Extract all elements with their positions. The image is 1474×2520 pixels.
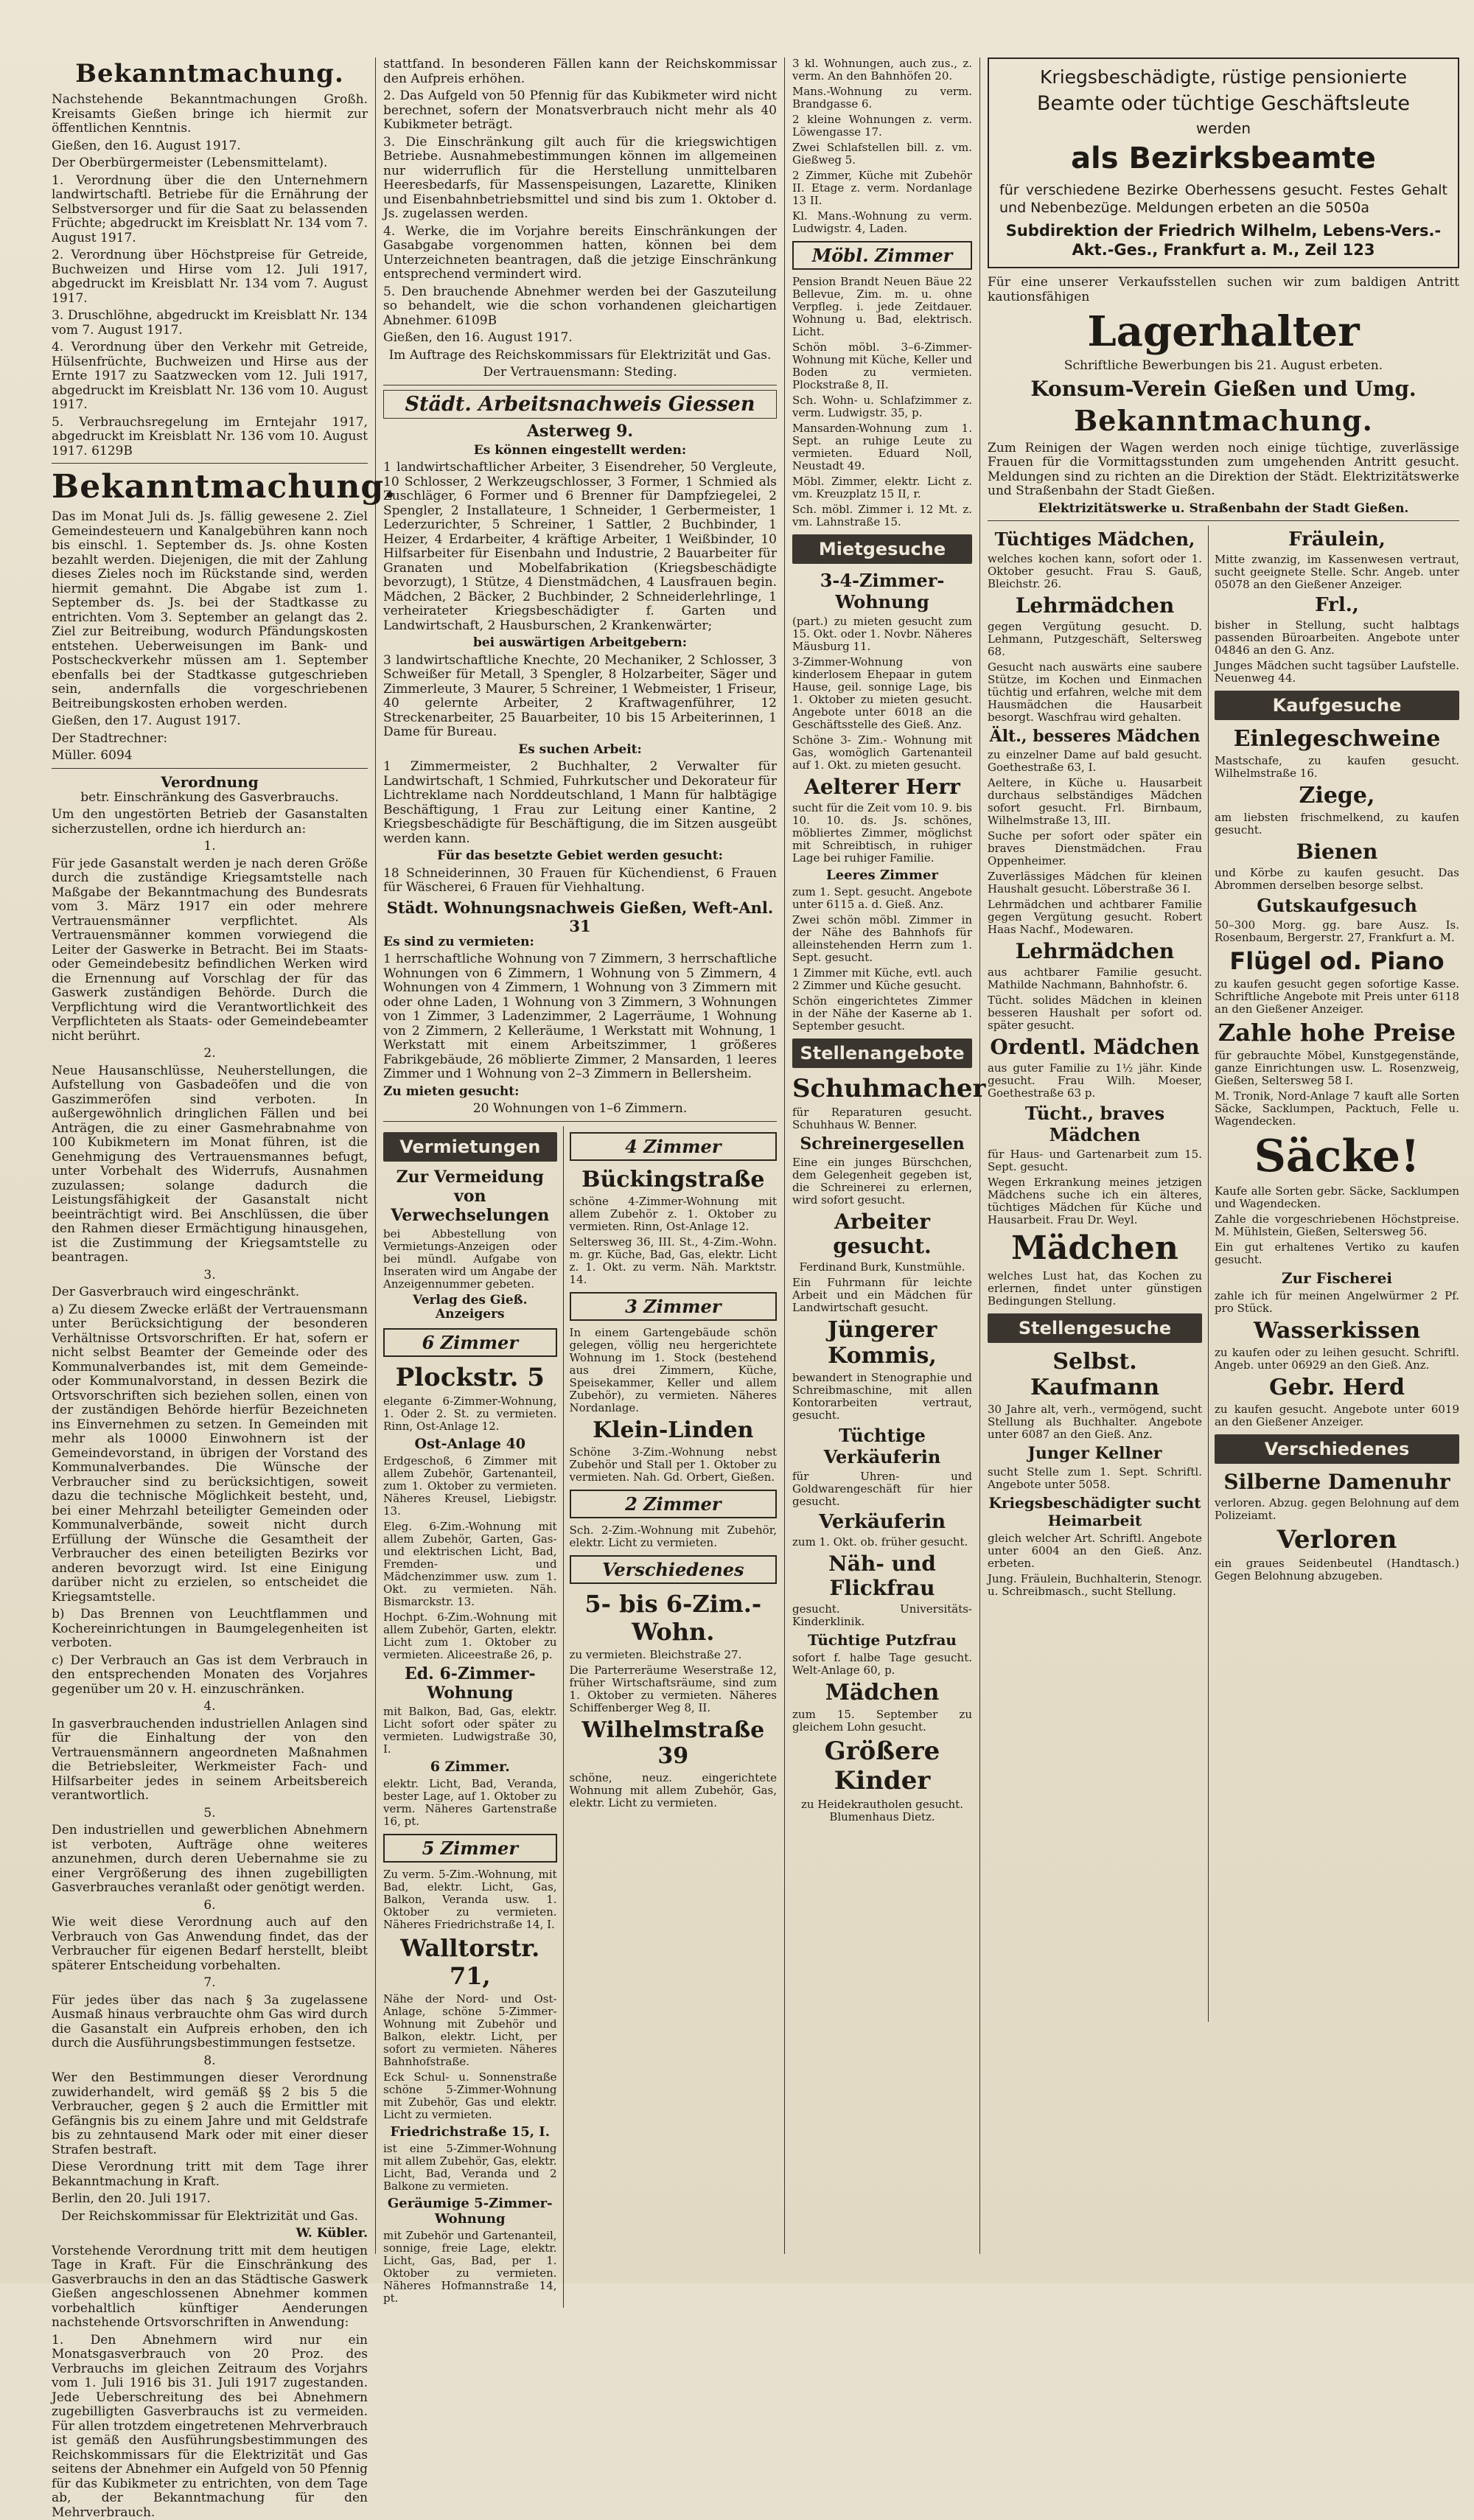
announcement-para: 5. Verbrauchsregelung im Erntejahr 1917, abgedruckt im Kreisblatt Nr. 136 vom 10. August 1917. 6129B — [52, 416, 368, 459]
ad-text: Mansarden-Wohnung zum 1. Sept. an ruhige Leute zu vermieten. Eduard Noll, Neustadt 49. — [792, 422, 972, 472]
ad-title: Flügel od. Piano — [1215, 947, 1459, 975]
ad-text: zu Heidekrautholen gesucht. Blumenhaus Dietz. — [792, 1798, 972, 1823]
section-number: 4. — [52, 1700, 368, 1714]
ad-text: für Haus- und Gartenarbeit zum 15. Sept. gesucht. — [988, 1148, 1202, 1173]
ad-text: Seltersweg 36, III. St., 4-Zim.-Wohn. m. gr. Küche, Bad, Gas, elektr. Licht z. 1. Okt. zu verm. Näh. Marktstr. 14. — [570, 1236, 777, 1286]
ad-title: Klein-Linden — [570, 1417, 777, 1443]
ad-text: 2 kleine Wohnungen z. verm. Löwengasse 17. — [792, 114, 972, 139]
ad-text: Junges Mädchen sucht tagsüber Laufstelle. Neuenweg 44. — [1215, 660, 1459, 685]
announcement-para: 4. Verordnung über den Verkehr mit Getreide, Hülsenfrüchte, Buchweizen und Hirse aus der Ernte 1917 zu Saatzwecken vom 12. Juli 1917, abgedruckt im Kreisblatt Nr. 136 vom 10. August 1917. — [52, 341, 368, 413]
ad-title: Wasserkissen — [1215, 1318, 1459, 1344]
ad-text: Lehrmädchen und achtbarer Familie gegen Vergütung gesucht. Robert Haas Nachf., Modewaren. — [988, 898, 1202, 936]
ad-text: ist eine 5-Zimmer-Wohnung mit allem Zubehör, Gas, elektr. Licht, Bad, Veranda und 2 Balkone zu vermieten. — [383, 2143, 557, 2193]
ad-text: Mastschafe, zu kaufen gesucht. Wilhelmstraße 16. — [1215, 755, 1459, 780]
ad-text: 30 Jahre alt, verh., vermögend, sucht Stellung als Buchhalter. Angebote unter 6087 an den Gieß. Anz. — [988, 1403, 1202, 1441]
ad-title: Ed. 6-Zimmer-Wohnung — [383, 1664, 557, 1703]
ordinance-para: 1. Den Abnehmern wird nur ein Monatsgasverbrauch von 20 Proz. des Verbrauchs im gleichen Zeitraum des Vorjahrs vom 1. Juli 1916 bis 31. Juli 1917 zugestanden. Jede Ueberschreitung des bei Abnehmern zugebilligten Gasverbrauchs ist zu vermeiden. Für allen trotzdem eingetretenen Mehrverbrauch ist gemäß den Ausführungsbestimmungen des Reichskommissars für die Elektrizität und Gas seitens der Abnehmer ein Aufgeld von 50 Pfennig für das Kubikmeter zu entrichten, von dem Tage ab, der Bekanntmachung für den Mehrverbrauch. — [52, 2334, 368, 2520]
order-line: Im Auftrage des Reichskommissars für Elektrizität und Gas. — [383, 349, 777, 363]
ad-text: elegante 6-Zimmer-Wohnung, 1. Oder 2. St. zu vermieten. Rinn, Ost-Anlage 12. — [383, 1395, 557, 1433]
ad-text: Ein Fuhrmann für leichte Arbeit und ein Mädchen für Landwirtschaft gesucht. — [792, 1277, 972, 1314]
ad-text: (part.) zu mieten gesucht zum 15. Okt. oder 1. Novbr. Näheres Mäusburg 11. — [792, 615, 972, 653]
announcement-para: Gießen, den 16. August 1917. — [52, 139, 368, 154]
ad-text: verloren. Abzug. gegen Belohnung auf dem Polizeiamt. — [1215, 1497, 1459, 1522]
ad-text: Für eine unserer Verkaufsstellen suchen wir zum baldigen Antritt kautionsfähigen — [988, 276, 1459, 304]
ad-text: Sch. Wohn- u. Schlafzimmer z. verm. Ludwigstr. 35, p. — [792, 394, 972, 419]
ad-title: Größere Kinder — [792, 1737, 972, 1795]
announcement-1-body — [52, 93, 368, 458]
ad-text: zu kaufen oder zu leihen gesucht. Schriftl. Angeb. unter 06929 an den Gieß. Anz. — [1215, 1347, 1459, 1372]
ordinance-signature: W. Kübler. — [52, 2227, 368, 2241]
announcement-title: Bekanntmachung. — [988, 404, 1459, 437]
recruitment-line: werden — [999, 119, 1447, 137]
column-3 — [785, 57, 980, 2254]
notice-text: bei Abbestellung von Vermietungs-Anzeigen oder bei mündl. Aufgabe von Inseraten wird um Angabe der Anzeigennummer gebeten. — [383, 1228, 557, 1291]
ad-text: 50–300 Morg. gg. bare Ausz. Is. Rosenbaum, Bergerstr. 27, Frankfurt a. M. — [1215, 919, 1459, 944]
small-rentals — [792, 57, 972, 235]
ad-text: aus achtbarer Familie gesucht. Mathilde Nachmann, Bahnhofstr. 6. — [988, 966, 1202, 991]
ad-title: Leeres Zimmer — [792, 868, 972, 883]
ad-title: Gutskaufgesuch — [1215, 895, 1459, 916]
ad-text: für Reparaturen gesucht. Schuhhaus W. Benner. — [792, 1106, 972, 1131]
ad-signature: Elektrizitätswerke u. Straßenbahn der Stadt Gießen. — [988, 502, 1459, 517]
ad-title: Säcke! — [1215, 1131, 1459, 1182]
ad-text: Ferdinand Burk, Kunstmühle. — [792, 1261, 972, 1274]
announcement-para: Das im Monat Juli ds. Js. fällig gewesene 2. Ziel Gemeindesteuern und Kanalgebühren kann noch bis einschl. 1. September ds. Js. ohne Kosten bezahlt werden. Diejenigen, die mit der Zahlung dieses Zieles noch im Rückstande sind, werden hiermit gemahnt. Die Abgabe ist zum 1. September ds. Js. bei der Stadtkasse zu entrichten. Vom 3. September an gelangt das 2. Ziel zur Beitreibung, wodurch Pfändungskosten entstehen. Ueberweisungen im Bank- und Postscheckverkehr müssen am 1. September ebenfalls bei der Stadtkasse gutgeschrieben sein, andernfalls die vorgeschriebenen Beitreibungskosten erhoben werden. — [52, 510, 368, 711]
ad-title: Schreinergesellen — [792, 1134, 972, 1153]
jobs-offered-header: Stellenangebote — [792, 1039, 972, 1068]
ad-text: Zu verm. 5-Zim.-Wohnung, mit Bad, elektr. Licht, Gas, Balkon, Veranda usw. 1. Oktober zu vermieten. Näheres Friedrichstraße 14, I. — [383, 1868, 557, 1931]
announcement-para: 1. Verordnung über die den Unternehmern landwirtschaftl. Betriebe für die Ernährung der Selbstversorger und für die Saat zu belassenden Früchte; abgedruckt im Kreisblatt Nr. 134 vom 7. August 1917. — [52, 174, 368, 246]
ordinance-title: Verordnung — [52, 773, 368, 791]
ad-text: Zuverlässiges Mädchen für kleinen Haushalt gesucht. Löberstraße 36 I. — [988, 870, 1202, 896]
ad-title: Walltorstr. 71, — [383, 1934, 557, 1990]
labour-office-title: Städt. Arbeitsnachweis Giessen — [383, 390, 777, 419]
two-rooms-header: 2 Zimmer — [570, 1490, 777, 1518]
rentals-right — [564, 1126, 777, 2308]
ordinance-subtitle: betr. Einschränkung des Gasverbrauchs. — [52, 791, 368, 806]
recruitment-headline: als Bezirksbeamte — [999, 142, 1447, 175]
section-number: 7. — [52, 1976, 368, 1991]
ad-text: Schöne 3-Zim.-Wohnung nebst Zubehör und Stall per 1. Oktober zu vermieten. Nah. Gd. Orbert, Gießen. — [570, 1446, 777, 1484]
ordinance-para: 5. Den brauchende Abnehmer werden bei der Gaszuteilung so behandelt, wie die schon vorhandenen gleichartigen Abnehmer. 6109B — [383, 285, 777, 329]
ordinance-para: Der Gasverbrauch wird eingeschränkt. — [52, 1285, 368, 1300]
ad-text: Zwei schön möbl. Zimmer in der Nähe des Bahnhofs für alleinstehenden Herrn zum 1. Sept. gesucht. — [792, 914, 972, 964]
ad-title: 3-4-Zimmer-Wohnung — [792, 570, 972, 612]
ad-text: Mans.-Wohnung zu verm. Brandgasse 6. — [792, 85, 972, 111]
ad-text: und Körbe zu kaufen gesucht. Das Abrommen derselben besorge selbst. — [1215, 867, 1459, 892]
ad-text: gesucht. Universitäts-Kinderklinik. — [792, 1603, 972, 1628]
housing-sought: Zu mieten gesucht: — [383, 1085, 777, 1100]
ad-title: Ziege, — [1215, 783, 1459, 809]
misc-header: Verschiedenes — [570, 1555, 777, 1584]
divider — [52, 463, 368, 464]
ad-title: Lehrmädchen — [988, 593, 1202, 618]
ad-title: Gebr. Herd — [1215, 1375, 1459, 1400]
ad-text: Sch. möbl. Zimmer i. 12 Mt. z. vm. Lahnstraße 15. — [792, 503, 972, 528]
announcement-para: Gießen, den 17. August 1917. — [52, 714, 368, 729]
ad-text: zu vermieten. Bleichstraße 27. — [570, 1649, 777, 1661]
labour-heading: Es können eingestellt werden: — [383, 444, 777, 458]
ads-split — [988, 526, 1459, 2022]
ad-text: Eck Schul- u. Sonnenstraße schöne 5-Zimmer-Wohnung mit Zubehör, Gas und elektr. Licht zu vermieten. — [383, 2071, 557, 2121]
ad-title: Mädchen — [988, 1229, 1202, 1267]
ad-title: Aelterer Herr — [792, 775, 972, 799]
announcement-para: Nachstehende Bekanntmachungen Großh. Kreisamts Gießen bringe ich hiermit zur öffentlichen Kenntnis. — [52, 93, 368, 136]
labour-list: 3 landwirtschaftliche Knechte, 20 Mechaniker, 2 Schlosser, 3 Schweißer für Metall, 3 Spengler, 8 Holzarbeiter, Säger und Zimmerleute, 3 Maurer, 5 Schreiner, 1 Webmeister, 1 Friseur, 40 gelernte Arbeiter, 2 Kraftwagenführer, 12 Streckenarbeiter, 25 Bauarbeiter, 10 bis 15 Arbeiterinnen, 1 Dame für Bureau. — [383, 654, 777, 740]
ad-text: bewandert in Stenographie und Schreibmaschine, mit allen Kontorarbeiten vertraut, gesucht. — [792, 1372, 972, 1422]
classifieds-split — [383, 1126, 777, 2308]
ad-title: Junger Kellner — [988, 1444, 1202, 1463]
ordinance-continuation — [383, 57, 777, 328]
ad-text: 1 Zimmer mit Küche, evtl. auch 2 Zimmer und Küche gesucht. — [792, 967, 972, 992]
rentals-left — [383, 1126, 564, 2308]
ad-text: Jung. Fräulein, Buchhalterin, Stenogr. u. Schreibmasch., sucht Stellung. — [988, 1573, 1202, 1598]
ad-title: Näh- und Flickfrau — [792, 1552, 972, 1600]
section-number: 3. — [52, 1268, 368, 1283]
six-rooms-header: 6 Zimmer — [383, 1328, 557, 1357]
ad-title: Fräulein, — [1215, 528, 1459, 551]
furnished-rooms-header: Möbl. Zimmer — [792, 241, 972, 270]
ad-title: Lehrmädchen — [988, 939, 1202, 963]
columns-4-5 — [980, 57, 1459, 2254]
ad-text: zum 15. September zu gleichem Lohn gesucht. — [792, 1708, 972, 1734]
ad-title: Geräumige 5-Zimmer-Wohnung — [383, 2196, 557, 2227]
divider — [988, 520, 1459, 521]
ad-text: sucht Stelle zum 1. Sept. Schriftl. Angebote unter 5058. — [988, 1466, 1202, 1491]
ad-title: Verkäuferin — [792, 1511, 972, 1533]
ad-text: zu einzelner Dame auf bald gesucht. Goethestraße 63, I. — [988, 749, 1202, 774]
ad-text: Schön eingerichtetes Zimmer in der Nähe der Kaserne ab 1. September gesucht. — [792, 995, 972, 1033]
ad-text: welches kochen kann, sofort oder 1. Oktober gesucht. Frau S. Gauß, Bleichstr. 26. — [988, 553, 1202, 590]
ad-title: 5- bis 6-Zim.-Wohn. — [570, 1590, 777, 1646]
ad-title: Friedrichstraße 15, I. — [383, 2124, 557, 2140]
ad-text: In einem Gartengebäude schön gelegen, völlig neu hergerichtete Wohnung im 1. Stock (bestehend aus drei Zimmern, Küche, Speisekammer, Keller und allem Zubehör), zu vermieten. Näheres Nordanlage. — [570, 1327, 777, 1414]
ad-title: Tüchtiges Mädchen, — [988, 528, 1202, 550]
ad-title: Kriegsbeschädigter sucht Heimarbeit — [988, 1494, 1202, 1529]
ad-text: Suche per sofort oder später ein braves Dienstmädchen. Frau Oppenheimer. — [988, 830, 1202, 868]
ad-title: Mädchen — [792, 1680, 972, 1706]
ordinance-para: Diese Verordnung tritt mit dem Tage ihrer Bekanntmachung in Kraft. — [52, 2160, 368, 2189]
rentals-header: Vermietungen — [383, 1132, 557, 1162]
labour-heading: bei auswärtigen Arbeitgebern: — [383, 636, 777, 651]
ad-text: Möbl. Zimmer, elektr. Licht z. vm. Kreuzplatz 15 II, r. — [792, 475, 972, 500]
ad-text: zum 1. Sept. gesucht. Angebote unter 6115 a. d. Gieß. Anz. — [792, 886, 972, 911]
ordinance-item: c) Der Verbrauch an Gas ist dem Verbrauch in den entsprechenden Monaten des Vorjahres gegenüber um 20 v. H. einzuschränken. — [52, 1654, 368, 1697]
ordinance-para: stattfand. In besonderen Fällen kann der Reichskommissar den Aufpreis erhöhen. — [383, 57, 777, 86]
ad-text: Aeltere, in Küche u. Hausarbeit durchaus selbständiges Mädchen sofort gesucht. Frl. Birnbaum, Wilhelmstraße 13, III. — [988, 777, 1202, 827]
misc-header: Verschiedenes — [1215, 1434, 1459, 1464]
ad-text: Eine ein junges Bürschchen, dem Gelegenheit gegeben ist, die Schreinerei zu erlernen, wird sofort gesucht. — [792, 1156, 972, 1207]
ad-text: Hochpt. 6-Zim.-Wohnung mit allem Zubehör, Garten, elektr. Licht zum 1. Oktober zu vermieten. Aliceestraße 26, p. — [383, 1611, 557, 1661]
ad-title: Plockstr. 5 — [383, 1363, 557, 1392]
divider — [52, 768, 368, 769]
ad-text: Schöne 3- Zim.- Wohnung mit Gas, womöglich Gartenanteil auf 1. Okt. zu mieten gesucht. — [792, 734, 972, 772]
ordinance-para: In gasverbrauchenden industriellen Anlagen sind für die Einhaltung der von den Vertrauensmännern angeordneten Maßnahmen die Betriebsleiter, Werkmeister Fach- und Hilfsarbeiter jedes in seinem Arbeitsbereich verantwortlich. — [52, 1717, 368, 1804]
ordinance-office: Der Reichskommissar für Elektrizität und Gas. — [52, 2210, 368, 2224]
ad-text: Ein gut erhaltenes Vertiko zu kaufen gesucht. — [1215, 1241, 1459, 1266]
ad-text: Sch. 2-Zim.-Wohnung mit Zubehör, elektr. Licht zu vermieten. — [570, 1524, 777, 1549]
column-1 — [44, 57, 376, 2254]
section-number: 1. — [52, 840, 368, 854]
labour-heading: Es suchen Arbeit: — [383, 743, 777, 758]
ad-text: Wegen Erkrankung meines jetzigen Mädchens suche ich ein älteres, tüchtiges Mädchen für Küche und Hausarbeit. Frau Dr. Weyl. — [988, 1176, 1202, 1226]
ad-text: zum 1. Okt. ob. früher gesucht. — [792, 1536, 972, 1549]
column-2 — [376, 57, 785, 2254]
announcement-title-1: Bekanntmachung. — [52, 59, 368, 88]
ad-text: sofort f. halbe Tage gesucht. Welt-Anlage 60, p. — [792, 1652, 972, 1677]
ad-title: Silberne Damenuhr — [1215, 1470, 1459, 1494]
ordinance-item: a) Zu diesem Zwecke erläßt der Vertrauensmann unter Berücksichtigung der besonderen Verhältnisse Ortsvorschriften. Er hat, sofern er nicht selbst Beamter der Gemeinde oder des Kommunalverbandes ist, mit dem Gemeinde- oder Kommunalvorstand, in dessen Bezirk die Ortsvorschriften sich beziehen sollen, einen von der zuständigen Behörde hierfür Bezeichneten ins Einvernehmen zu setzen. In Gemeinden mit mehr als 10000 Einwohnern ist der Gemeindevorstand, in übrigen der Vorstand des Kommunalverbandes. Die Wünsche der Verbraucher sind zu berücksichtigen, soweit dazu die technische Möglichkeit besteht, und, bei einer Mehrzahl beteiligter Gemeinden oder Kommunalverbände, soweit nicht durch Erfüllung der Wünsche die Gesamtheit der Verbraucher des einen beteiligten Bezirks vor anderen bevorzugt wird. Ist eine Einigung darüber nicht zu erzielen, so entscheidet die Kriegsamtstelle. — [52, 1303, 368, 1605]
ad-text: Kl. Mans.-Wohnung zu verm. Ludwigstr. 4, Laden. — [792, 210, 972, 235]
ad-text: Eleg. 6-Zim.-Wohnung mit allem Zubehör, Garten, Gas- und elektrischen Licht, Bad, Fremden- und Mädchenzimmer usw. zum 1. Okt. zu vermieten. Näh. Bismarckstr. 13. — [383, 1521, 557, 1608]
ordinance-para: Für jedes über das nach § 3a zugelassene Ausmaß hinaus verbrauchte ohm Gas wird durch die Gasanstalt ein Aufpreis erhoben, den ich durch die Ausführungsbestimmungen festsetze. — [52, 1994, 368, 2051]
ad-text: Tücht. solides Mädchen in kleinen besseren Haushalt per sofort od. später gesucht. — [988, 994, 1202, 1032]
ad-title: Schuhmacher — [792, 1074, 972, 1103]
announcement-title-2: Bekanntmachung. — [52, 468, 368, 506]
announcement-para: Der Stadtrechner: — [52, 732, 368, 747]
ordinance-items — [52, 1303, 368, 1697]
ad-title: Frl., — [1215, 594, 1459, 616]
labour-heading: Für das besetzte Gebiet werden gesucht: — [383, 849, 777, 864]
wanted-to-buy-header: Kaufgesuche — [1215, 691, 1459, 720]
ad-text: Kaufe alle Sorten gebr. Säcke, Sacklumpen und Wagendecken. — [1215, 1185, 1459, 1210]
ad-text: 3 kl. Wohnungen, auch zus., z. verm. An den Bahnhöfen 20. — [792, 57, 972, 83]
recruitment-ad — [988, 57, 1459, 268]
ad-text: Erdgeschoß, 6 Zimmer mit allem Zubehör, Gartenanteil, zum 1. Oktober zu vermieten. Näheres Kreusel, Liebigstr. 13. — [383, 1455, 557, 1518]
ad-text: Schön möbl. 3–6-Zimmer-Wohnung mit Küche, Keller und Boden zu vermieten. Plockstraße 8, II. — [792, 341, 972, 391]
section-number: 6. — [52, 1899, 368, 1913]
ordinance-para: Den industriellen und gewerblichen Abnehmern ist verboten, Aufträge ohne weiteres anzunehmen, durch deren Uebernahme sie zu einer Vergrößerung des ihnen zugebilligten Gasverbrauches veranlaßt oder genötigt werden. — [52, 1823, 368, 1896]
ad-title: Bienen — [1215, 840, 1459, 864]
date-line: Gießen, den 16. August 1917. — [383, 331, 777, 346]
ad-title: Verloren — [1215, 1525, 1459, 1554]
ad-text: bisher in Stellung, sucht halbtags passenden Büroarbeiten. Angebote unter 04846 an den G. Anz. — [1215, 619, 1459, 657]
recruitment-line: Beamte oder tüchtige Geschäftsleute — [999, 92, 1447, 115]
four-rooms-header: 4 Zimmer — [570, 1132, 777, 1161]
housing-list: 1 herrschaftliche Wohnung von 7 Zimmern, 3 herrschaftliche Wohnungen von 6 Zimmern, 1 Wohnung von 5 Zimmern, 4 Wohnungen von 4 Zimmern, 1 Wohnung von 3 Zimmern mit oder ohne Laden, 1 Wohnung von 3 Zimmern, 3 Wohnungen von 1 Zimmer, 3 Ladenzimmer, 2 Lagerräume, 1 Wohnung von 2 Zimmern, 2 Kelleräume, 1 Werkstatt mit Wohnung, 1 Werkstatt mit einem Arbeitszimmer, 1 größeres Fabrikgebäude, 26 möblierte Zimmer, 2 Mansarden, 1 leeres Zimmer und 1 Wohnung von 2–3 Zimmern in Bellersheim. — [383, 952, 777, 1082]
ordinance-para: Neue Hausanschlüsse, Neuherstellungen, die Aufstellung von Gasbadeöfen und die von Gaszimmeröfen sind verboten. In außergewöhnlich dringlichen Fällen und bei Anträgen, die zu einer Gasmehrabnahme von 100 Kubikmetern im Monat führen, ist die Genehmigung des Vertrauensmannes befugt, unter Vorbehalt des Widerrufs, Ausnahmen zuzulassen; solange dadurch die Leistungsfähigkeit der Gasanstalt nicht beeinträchtigt wird. Bei Anschlüssen, die über den Rahmen dieser Ermächtigung hinausgehen, ist die Zustimmung der Kriegsamtstelle zu beantragen. — [52, 1064, 368, 1266]
section-number: 5. — [52, 1807, 368, 1821]
ad-text: Mitte zwanzig, im Kassenwesen vertraut, sucht geeignete Stelle. Schr. Angeb. unter 05078 an den Gießener Anzeiger. — [1215, 554, 1459, 591]
ordinance-para: Wer den Bestimmungen dieser Verordnung zuwiderhandelt, wird gemäß §§ 2 bis 5 die Verbraucher, gegen § 2 auch die Ermittler mit Gefängnis bis zu einem Jahre und mit Geldstrafe bis zu zehntausend Mark oder mit einer dieser Strafen bestraft. — [52, 2071, 368, 2157]
ad-text: schöne, neuz. eingerichtete Wohnung mit allem Zubehör, Gas, elektr. Licht zu vermieten. — [570, 1772, 777, 1809]
ad-text: Gesucht nach auswärts eine saubere Stütze, im Kochen und Einmachen tüchtig und erfahren, welche mit dem Hausmädchen die Hausarbeit besorgt. Waschfrau wird gehalten. — [988, 661, 1202, 724]
announcement-2-body — [52, 510, 368, 764]
ordinance-para: 2. Das Aufgeld von 50 Pfennig für das Kubikmeter wird nicht berechnet, sofern der Monatsverbrauch nicht mehr als 40 Kubikmeter beträgt. — [383, 89, 777, 133]
ad-text: schöne 4-Zimmer-Wohnung mit allem Zubehör z. 1. Oktober zu vermieten. Rinn, Ost-Anlage 12. — [570, 1196, 777, 1233]
ad-text: zu kaufen gesucht gegen sofortige Kasse. Schriftliche Angebote mit Preis unter 6118 an den Gießener Anzeiger. — [1215, 978, 1459, 1016]
ad-text: M. Tronik, Nord-Anlage 7 kauft alle Sorten Säcke, Sacklumpen, Packtuch, Felle u. Wagendecken. — [1215, 1090, 1459, 1128]
ad-text: mit Zubehör und Gartenanteil, sonnige, freie Lage, elektr. Licht, Gas, Bad, per 1. Oktober zu vermieten. Näheres Hofmannstraße 14, pt. — [383, 2230, 557, 2305]
labour-office-address: Asterweg 9. — [383, 422, 777, 441]
announcement-para: Müller. 6094 — [52, 749, 368, 764]
ad-text: Die Parterreräume Weserstraße 12, früher Wirtschaftsräume, sind zum 1. Oktober zu vermieten. Näheres Schiffenberger Weg 8, II. — [570, 1664, 777, 1714]
ad-title: Arbeiter gesucht. — [792, 1210, 972, 1258]
ad-text: aus guter Familie zu 1½ jähr. Kinde gesucht. Frau Wilh. Moeser, Goethestraße 63 p. — [988, 1062, 1202, 1100]
recruitment-line: Kriegsbeschädigte, rüstige pensionierte — [999, 66, 1447, 88]
ordinance-para: Vorstehende Verordnung tritt mit dem heutigen Tage in Kraft. Für die Einschränkung des Gasverbrauchs in den an das Städtische Gaswerk Gießen angeschlossenen Abnehmer kommen vorbehaltlich künftiger Aenderungen nachstehende Ortsvorschriften in Anwendung: — [52, 2244, 368, 2331]
ad-title: Selbst. Kaufmann — [988, 1349, 1202, 1400]
column-5 — [1209, 526, 1459, 2022]
ordinance-para: Wie weit diese Verordnung auch auf den Verbrauch von Gas Anwendung findet, das der Verbraucher für eigenen Bedarf herstellt, bleibt späterer Entscheidung vorbehalten. — [52, 1916, 368, 1973]
ad-text: für Uhren- und Goldwarengeschäft für hier gesucht. — [792, 1470, 972, 1508]
notice-signature: Verlag des Gieß. Anzeigers — [383, 1294, 557, 1322]
jobs-wanted-header: Stellengesuche — [988, 1313, 1202, 1343]
ad-title: Ält., besseres Mädchen — [988, 727, 1202, 746]
ordinance-para: 4. Werke, die im Vorjahre bereits Einschränkungen der Gasabgabe vorgenommen hatten, können bei dem Unterzeichneten beantragen, daß die jetzige Einschränkung entsprechend vermindert wird. — [383, 225, 777, 282]
ad-title: Tüchtige Verkäuferin — [792, 1425, 972, 1467]
ad-text: Zahle die vorgeschriebenen Höchstpreise. M. Mühlstein, Gießen, Seltersweg 56. — [1215, 1213, 1459, 1238]
notice-title: Zur Vermeidung von Verwechselungen — [383, 1167, 557, 1225]
housing-heading: Es sind zu vermieten: — [383, 935, 777, 950]
ad-text: welches Lust hat, das Kochen zu erlernen, findet unter günstigen Bedingungen Stellung. — [988, 1270, 1202, 1308]
three-rooms-header: 3 Zimmer — [570, 1292, 777, 1321]
ad-text: Zwei Schlafstellen bill. z. vm. Gießweg 5. — [792, 142, 972, 167]
ad-text: Pension Brandt Neuen Bäue 22 Bellevue, Zim. m. u. ohne Verpfleg. i. jede Zeitdauer. Wohnung u. Bad, elektrisch. Licht. — [792, 276, 972, 338]
ad-title: Jüngerer Kommis, — [792, 1317, 972, 1369]
ad-text: elektr. Licht, Bad, Veranda, bester Lage, auf 1. Oktober zu verm. Näheres Gartenstraße 16, pt. — [383, 1778, 557, 1828]
ordinance-intro: Um den ungestörten Betrieb der Gasanstalten sicherzustellen, ordne ich hierdurch an: — [52, 808, 368, 837]
divider — [383, 1121, 777, 1122]
ordinance-para: 3. Die Einschränkung gilt auch für die kriegswichtigen Betriebe. Ausnahmebestimmungen können im allgemeinen nur widerruflich für die Herstellung unmittelbaren Heeresbedarfs, für Massenspeisungen, Lazarette, Kliniken und Eisenbahnbetriebsmittel und sind bis zum 1. Oktober d. Js. zugelassen werden. — [383, 136, 777, 222]
ad-signature: Konsum-Verein Gießen und Umg. — [988, 377, 1459, 401]
trustee-line: Der Vertrauensmann: Steding. — [383, 366, 777, 380]
ad-title: Wilhelmstraße 39 — [570, 1717, 777, 1769]
section-number: 2. — [52, 1047, 368, 1061]
ad-text: gleich welcher Art. Schriftl. Angebote unter 6004 an den Gieß. Anz. erbeten. — [988, 1532, 1202, 1570]
columns — [44, 57, 1452, 2254]
ad-title: Einlegeschweine — [1215, 726, 1459, 752]
recruitment-text: für verschiedene Bezirke Oberhessens gesucht. Festes Gehalt und Nebenbezüge. Meldungen erbeten an die 5050a — [999, 181, 1447, 217]
announcement-para: 2. Verordnung über Höchstpreise für Getreide, Buchweizen und Hirse vom 12. Juli 1917, abgedruckt im Kreisblatt Nr. 134 vom 7. August 1917. — [52, 248, 368, 306]
ad-text: am liebsten frischmelkend, zu kaufen gesucht. — [1215, 812, 1459, 837]
ad-title: 6 Zimmer. — [383, 1759, 557, 1775]
ad-text: sucht für die Zeit vom 10. 9. bis 10. 10. ds. Js. schönes, möbliertes Zimmer, möglichst mit Schreibtisch, in ruhiger Lage bei ruhiger Familie. — [792, 802, 972, 865]
ad-title: Ordentl. Mädchen — [988, 1035, 1202, 1059]
ad-text: Zum Reinigen der Wagen werden noch einige tüchtige, zuverlässige Frauen für die Vormittagsstunden zum umgehenden Antritt gesucht. Meldungen sind zu richten an die Direktion der Städt. Elektrizitätswerke und Straßenbahn der Stadt Gießen. — [988, 441, 1459, 499]
ad-title: Ost-Anlage 40 — [383, 1436, 557, 1452]
housing-office-title: Städt. Wohnungsnachweis Gießen, Weft-Anl. 31 — [383, 898, 777, 935]
ad-text: zahle ich für meinen Angelwürmer 2 Pf. pro Stück. — [1215, 1290, 1459, 1315]
ad-title: Bückingstraße — [570, 1167, 777, 1193]
ad-title: Tüchtige Putzfrau — [792, 1631, 972, 1649]
ordinance-date: Berlin, den 20. Juli 1917. — [52, 2192, 368, 2207]
ordinance-para: Für jede Gasanstalt werden je nach deren Größe durch die zuständige Kriegsamtstelle nach Maßgabe der Bekanntmachung des Bundesrats vom 3. März 1917 ein oder mehrere Vertrauensmänner verpflichtet. Als Vertrauensmänner kommen vorwiegend die Leiter der Gaswerke in Betracht. Bei im Staats- oder Gemeindebesitz befindlichen Werken wird die Ernennung auf Vorschlag der für das Gaswerk zuständigen Behörde. Durch die Verpflichtung wird die Verantwortlichkeit des Verpflichteten als Staats- oder Gemeindebeamter nicht berührt. — [52, 857, 368, 1044]
ad-text: 3-Zimmer-Wohnung von kinderlosem Ehepaar in gutem Hause, geil. sonnige Lage, bis 1. Oktober zu mieten gesucht. Angebote unter 6018 an die Geschäftsstelle des Gieß. Anz. — [792, 656, 972, 731]
ad-text: für gebrauchte Möbel, Kunstgegenstände, ganze Einrichtungen usw. L. Rosenzweig, Gießen, Seltersweg 58 I. — [1215, 1050, 1459, 1087]
announcement-para: 3. Druschlöhne, abgedruckt im Kreisblatt Nr. 134 vom 7. August 1917. — [52, 309, 368, 338]
housing-sought-text: 20 Wohnungen von 1–6 Zimmern. — [383, 1102, 777, 1117]
ad-text: mit Balkon, Bad, Gas, elektr. Licht sofort oder später zu vermieten. Ludwigstraße 30, I. — [383, 1706, 557, 1756]
furnished-rooms-list — [792, 276, 972, 528]
ordinance-item: b) Das Brennen von Leuchtflammen und Kochereinrichtungen in Baumgelegenheiten ist verboten. — [52, 1608, 368, 1651]
ad-title: Zahle hohe Preise — [1215, 1019, 1459, 1047]
ad-title: Tücht., braves Mädchen — [988, 1103, 1202, 1145]
ad-text: Nähe der Nord- und Ost-Anlage, schöne 5-Zimmer-Wohnung mit Zubehör und Balkon, elektr. Licht, per sofort zu vermieten. Näheres Bahnhofstraße. — [383, 1993, 557, 2068]
five-rooms-header: 5 Zimmer — [383, 1834, 557, 1863]
ad-text: ein graues Seidenbeutel (Handtasch.) Gegen Belohnung abzugeben. — [1215, 1557, 1459, 1582]
recruitment-address: Subdirektion der Friedrich Wilhelm, Lebens-Vers.-Akt.-Ges., Frankfurt a. M., Zeil 123 — [999, 221, 1447, 259]
section-number: 8. — [52, 2054, 368, 2069]
column-4 — [988, 526, 1209, 2022]
labour-list: 1 Zimmermeister, 2 Buchhalter, 2 Verwalter für Landwirtschaft, 1 Schmied, Fuhrkutscher und Dekorateur für Lichtreklame nach Norddeutschland, 1 Mann für halbtägige Beschäftigung, 1 Frau zur Leitung einer Kantine, 2 Kriegsbeschädigte für Beschäftigung, die im Sitzen ausgeübt werden kann. — [383, 760, 777, 846]
rent-wanted-header: Mietgesuche — [792, 534, 972, 564]
labour-list: 18 Schneiderinnen, 30 Frauen für Küchendienst, 6 Frauen für Wäscherei, 6 Frauen für Viehhaltung. — [383, 867, 777, 896]
ad-text: 2 Zimmer, Küche mit Zubehör II. Etage z. verm. Nordanlage 13 II. — [792, 170, 972, 207]
labour-list: 1 landwirtschaftlicher Arbeiter, 3 Eisendreher, 50 Vergleute, 10 Schlosser, 2 Werkzeugschlosser, 3 Former, 1 Schmied als Zuschläger, 6 Former und 6 Brenner für Dampfziegelei, 2 Spengler, 2 Installateure, 1 Schneider, 1 Gerbermeister, 1 Lederzurichter, 5 Schreiner, 1 Sattler, 2 Buchbinder, 1 Heizer, 4 Erdarbeiter, 4 kräftige Arbeiter, 1 Weißbinder, 10 Hilfsarbeiter für Eisenbahn und Industrie, 2 Bauarbeiter für Granaten und Mobelfabrikation (Kriegsbeschädigte bevorzugt), 1 Stütze, 4 Dienstmädchen, 4 Lausfrauen begin. Mädchen, 2 Bäcker, 2 Buchbinder, 2 Schneiderlehrlinge, 1 verheirateter Kriegsbeschädigter f. Garten und Landwirtschaft, 2 Hausburschen, 2 Krankenwärter; — [383, 461, 777, 633]
ad-title: Zur Fischerei — [1215, 1269, 1459, 1287]
ad-text: Schriftliche Bewerbungen bis 21. August erbeten. — [988, 359, 1459, 374]
ad-text: gegen Vergütung gesucht. D. Lehmann, Putzgeschäft, Seltersweg 68. — [988, 621, 1202, 658]
announcement-para: Der Oberbürgermeister (Lebensmittelamt). — [52, 156, 368, 171]
ad-text: zu kaufen gesucht. Angebote unter 6019 an den Gießener Anzeiger. — [1215, 1403, 1459, 1428]
ad-title: Lagerhalter — [988, 307, 1459, 356]
